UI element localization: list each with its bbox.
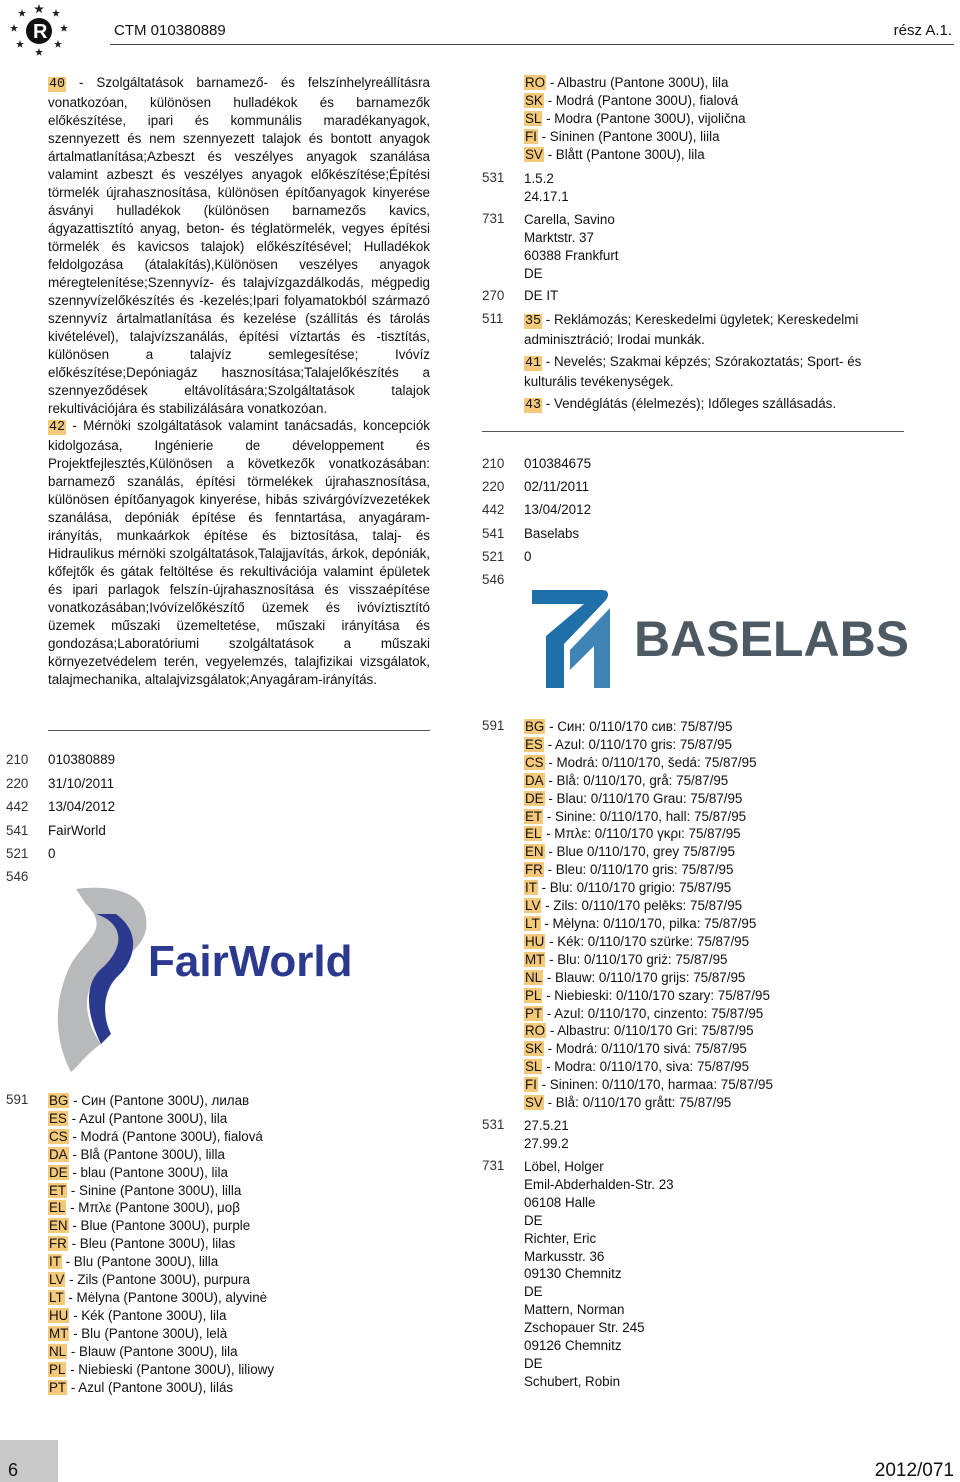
list-item [48,1182,274,1200]
baselabs-logo [524,584,944,696]
text-span: LV [49,1272,65,1288]
text-span: 41 [525,356,542,371]
text-span: - Niebieski (Pantone 300U), liliowy [66,1361,275,1377]
languages: DE IT [524,288,559,303]
text-span: EN [49,1218,68,1234]
text-span: - Blått (Pantone 300U), lila [543,146,705,162]
list-item [524,879,773,897]
field-value: 0 [48,846,56,861]
list-item [524,790,773,808]
class-code: 40 [49,77,66,92]
text-span: MT [525,951,545,967]
list-item [48,1379,274,1397]
list-item [524,1005,773,1023]
baselabs-wordmark: BASELABS [634,611,910,667]
text-span: LT [49,1289,64,1305]
text-span: Markusstr. 36 [524,1248,605,1264]
text-span: - Reklámozás; Kereskedelmi ügyletek; Kereskedelmi adminisztráció; Irodai munkák. [524,312,859,347]
text-span: BG [525,719,545,734]
text-span: - Blå (Pantone 300U), lilla [68,1146,225,1162]
text-span: - Blauw (Pantone 300U), lila [67,1343,238,1359]
list-item [524,128,746,146]
text-span: IT [525,880,537,896]
text-span: - Kék (Pantone 300U), lila [69,1307,227,1323]
field-code: 531 [482,1117,505,1132]
list-item [524,353,914,391]
list-item [524,754,773,772]
text-span: - Blue 0/110/170, grey 75/87/95 [544,844,735,860]
color-claims-list-2 [524,718,773,1112]
list-item [524,74,746,92]
list-item [48,1361,274,1379]
fairworld-logo [56,884,460,1074]
field-value: 010384675 [524,456,592,471]
list-item [48,1128,274,1146]
list-item [524,951,773,969]
list-item [524,861,773,879]
text-span: CS [49,1128,68,1144]
text-span: - Blå: 0/110/170, grå: 75/87/95 [544,772,729,788]
list-item [48,1325,274,1343]
field-value: 010380889 [48,752,116,767]
list-item [524,1058,773,1076]
class-code: 42 [49,420,66,435]
text-span: Zschopauer Str. 245 [524,1320,645,1336]
list-item [524,736,773,754]
list-item [524,808,773,826]
field-code: 442 [482,502,505,517]
text-span: IT [49,1254,61,1270]
list-item [524,987,773,1005]
text-span: NL [49,1343,67,1359]
fairworld-wordmark: FairWorld [148,937,353,986]
text-span: - Modrá: 0/110/170, šedá: 75/87/95 [544,754,757,770]
eu-flag-logo [6,2,72,60]
text-span: DE [49,1164,68,1180]
text-span: RO [525,75,546,90]
text-span: - Zils: 0/110/170 pelēks: 75/87/95 [541,898,743,914]
field-code: 591 [6,1092,29,1107]
text-span: - blau (Pantone 300U), lila [68,1164,228,1180]
text-span: 09130 Chemnitz [524,1266,622,1282]
field-code: 442 [6,799,29,814]
class-description: - Szolgáltatások barnamező- és felszínhelyreállításra vonatkozóan, különösen hulladékok és barnamezők előkészítése, ipari és kommunális maradékanyagok, szennyezett és nem szennyezett talajok és bontott anyagok ártalmatlanítása;Azbeszt és veszélyes anyagok szanálása valamint azbeszt és veszélyes anyagok előkészítése;Építési törmelék újrahasznosítása, különösen építőanyagok kinyerése ásványi hulladékok (különösen barnamezős kavics, ágyazattisztító anyag, beton- és téglatörmelék, vegyes építési törmelék és kavicsos talajok) előkészítésével; Hulladékok feldolgozása (átalakítás),Különösen veszélyes anyagok méregtelenítése;Szennyvíz- és talajvízgazdálkodás, mégpedig szennyvízelőkészítés és -kezelés;Ipari folyamatokból származó szennyvíz ártalmatlanítása és kezelése (szállítás és tárolás kivételével), talajvízszanálás, építési víztartás és -tisztítás, különösen a talajvíz semlegesítése; Ivóvíz előkészítése;Depóniagáz hasznosítása;Talajelőkészítés a szennyeződések eltávolítására;Szolgáltatások talajok rekultivációjára és stabilizálására vonatkozóan. [48,75,430,416]
text-span: - Albastru: 0/110/170 Gri: 75/87/95 [546,1023,754,1039]
text-span: NL [525,969,543,985]
list-item [524,897,773,915]
text-span: - Μπλε: 0/110/170 γκρι: 75/87/95 [542,826,741,842]
text-span: BG [49,1093,69,1108]
list-item [524,1040,773,1058]
text-span: FI [525,1077,537,1093]
list-item [524,933,773,951]
list-item [48,1307,274,1325]
text-span: - Modra (Pantone 300U), vijolična [542,110,746,126]
list-item [524,110,746,128]
field-code: 546 [482,572,505,587]
text-span: - Azul (Pantone 300U), lilás [67,1379,234,1395]
text-span: PL [525,987,542,1003]
text-span: HU [525,933,545,949]
text-span: - Blu (Pantone 300U), lelà [69,1325,228,1341]
text-span: - Mėlyna (Pantone 300U), alyvinė [64,1289,268,1305]
field-code: 521 [6,846,29,861]
owner-address [524,211,619,283]
list-item [48,1092,274,1110]
text-span: - Син: 0/110/170 сив: 75/87/95 [545,719,733,734]
text-span: Carella, Savino [524,212,615,227]
field-value: 0 [524,549,532,564]
section-label: rész A.1. [893,22,952,39]
vienna-classification [524,1117,569,1153]
text-span: DA [49,1146,68,1162]
text-span: - Albastru (Pantone 300U), lila [546,75,729,90]
record-divider [48,730,430,731]
list-item [524,311,914,349]
text-span: PL [49,1361,66,1377]
text-span: FR [49,1236,67,1252]
list-item [48,1343,274,1361]
text-span: - Nevelés; Szakmai képzés; Szórakoztatás; Sport- és kulturális tevékenységek. [524,354,862,389]
text-span: DA [525,772,544,788]
field-code: 541 [482,526,505,541]
text-span: - Azul: 0/110/170 gris: 75/87/95 [543,736,732,752]
list-item [524,825,773,843]
svg-text:R: R [33,21,48,43]
class-description: - Mérnöki szolgáltatások valamint tanácsadás, koncepciók kidolgozása, Ingénierie de développement és Projektfejlesztés,Különösen a következők vonatkozásában: barnamező szanálás, építési törmelékek újrahasznosítása, különösen építőanyagok kinyerése, hibás szivárgóvízvezetékek szanálása, depóniák építése és fenntartása, anyagáram-irányítás, munkaárkok építése és biztosítása, talaj- és Hidraulikus mérnöki szolgáltatások,Talajjavítás, árkok, depóniák, kőfejtők és gátak feltöltése és rekultivációja valamint épületek és ipari parlagok felszín-újrahasznosítása és visszaépítése vonatkozásában;Ivóvízelőkészítő üzemek és ivóvíztisztító üzemek műszaki üzemeltetése, műszaki irányítása és gondozása;Laboratóriumi szolgáltatások a műszaki környezetvédelem terén, vegyelemzés, talajfizikai vizsgálatok, talajmechanika, altalajvizsgálatok;Anyagáram-irányítás. [48,418,430,687]
text-span: - Sinine (Pantone 300U), lilla [67,1182,242,1198]
text-span: PT [525,1005,543,1021]
list-item [524,1076,773,1094]
list-item [48,1199,274,1217]
text-span: LT [525,915,540,931]
text-span: SL [525,1059,542,1075]
text-span: - Niebieski: 0/110/170 szary: 75/87/95 [542,987,770,1003]
text-span: 24.17.1 [524,188,569,204]
text-span: - Μπλε (Pantone 300U), μοβ [66,1200,240,1216]
text-span: 43 [525,398,542,413]
field-code: 731 [482,1158,505,1173]
text-span: Richter, Eric [524,1230,597,1246]
text-span: SV [525,1095,543,1111]
text-span: Mattern, Norman [524,1302,625,1318]
field-code: 521 [482,549,505,564]
text-span: SK [525,1041,543,1057]
list-item [48,1146,274,1164]
page-number: 6 [8,1460,19,1480]
text-span: SL [525,110,542,126]
field-code: 591 [482,718,505,733]
text-span: ET [525,808,543,824]
class-42-paragraph [48,417,430,689]
text-span: CS [525,754,544,770]
text-span: ES [525,736,543,752]
text-span: HU [49,1307,69,1323]
text-span: 27.5.21 [524,1118,569,1133]
text-span: EN [525,844,544,860]
field-value: 13/04/2012 [524,502,592,517]
text-span: 27.99.2 [524,1135,569,1151]
text-span: 1.5.2 [524,171,554,186]
text-span: - Mėlyna: 0/110/170, pilka: 75/87/95 [540,915,757,931]
text-span: MT [49,1325,69,1341]
list-item [48,1164,274,1182]
record-divider [482,431,904,432]
text-span: - Modrá: 0/110/170 sivá: 75/87/95 [543,1041,747,1057]
text-span: - Azul (Pantone 300U), lila [67,1110,228,1126]
text-span: DE [524,265,543,281]
field-code: 210 [6,752,29,767]
field-code: 546 [6,869,29,884]
text-span: Löbel, Holger [524,1159,604,1174]
field-value: 02/11/2011 [524,479,590,494]
text-span: - Sininen (Pantone 300U), liila [537,128,720,144]
text-span: - Modra: 0/110/170, siva: 75/87/95 [542,1059,750,1075]
text-span: DE [525,790,544,806]
field-value: Baselabs [524,526,580,541]
text-span: - Zils (Pantone 300U), purpura [65,1272,250,1288]
field-code: 220 [6,776,29,791]
list-item [48,1235,274,1253]
text-span: DE [524,1212,543,1228]
text-span: 09126 Chemnitz [524,1338,622,1354]
text-span: - Blauw: 0/110/170 grijs: 75/87/95 [543,969,746,985]
text-span: DE [524,1284,543,1300]
list-item [48,1253,274,1271]
text-span: - Blå: 0/110/170 grått: 75/87/95 [543,1095,732,1111]
field-code: 270 [482,288,505,303]
text-span: FR [525,862,543,878]
field-code: 731 [482,211,505,226]
text-span: PT [49,1379,67,1395]
text-span: LV [525,898,541,914]
text-span: - Blue (Pantone 300U), purple [68,1218,251,1234]
text-span: ET [49,1182,67,1198]
text-span: Emil-Abderhalden-Str. 23 [524,1176,674,1192]
text-span: - Bleu (Pantone 300U), lilas [67,1236,236,1252]
field-code: 210 [482,456,505,471]
field-code: 220 [482,479,505,494]
text-span: - Azul: 0/110/170, cinzento: 75/87/95 [543,1005,764,1021]
document-id: CTM 010380889 [114,22,226,39]
text-span: Marktstr. 37 [524,229,594,245]
text-span: - Sininen: 0/110/170, harmaa: 75/87/95 [537,1077,773,1093]
text-span: FI [525,128,537,144]
text-span: - Blu: 0/110/170 grigio: 75/87/95 [537,880,732,896]
list-item [524,915,773,933]
field-code: 541 [6,823,29,838]
text-span: - Blu (Pantone 300U), lilla [61,1254,219,1270]
vienna-classification [524,170,569,206]
field-value: 13/04/2012 [48,799,116,814]
text-span: EL [525,826,542,842]
list-item [524,146,746,164]
color-claims-list [48,1092,274,1396]
list-item [524,843,773,861]
text-span: RO [525,1023,546,1039]
text-span: DE [524,1355,543,1371]
text-span: - Sinine: 0/110/170, hall: 75/87/95 [543,808,747,824]
text-span: - Blu: 0/110/170 griż: 75/87/95 [545,951,728,967]
list-item [524,395,914,415]
text-span: - Син (Pantone 300U), лилав [69,1093,250,1108]
text-span: SK [525,92,543,108]
field-code: 531 [482,170,505,185]
text-span: 06108 Halle [524,1194,596,1210]
text-span: SV [525,146,543,162]
field-value: FairWorld [48,823,106,838]
text-span: - Blau: 0/110/170 Grau: 75/87/95 [544,790,743,806]
list-item [48,1217,274,1235]
list-item [524,92,746,110]
list-item [524,1022,773,1040]
text-span: Schubert, Robin [524,1373,621,1389]
text-span: 60388 Frankfurt [524,247,619,263]
list-item [48,1271,274,1289]
header-divider [110,44,954,45]
field-code: 511 [482,311,504,326]
color-claims-continued [524,74,746,164]
list-item [524,718,773,736]
text-span: - Modrá (Pantone 300U), fialová [543,92,739,108]
text-span: - Vendéglátás (élelmezés); Időleges szállásadás. [542,396,837,411]
owner-addresses [524,1158,674,1391]
list-item [524,772,773,790]
text-span: - Bleu: 0/110/170 gris: 75/87/95 [543,862,734,878]
text-span: ES [49,1110,67,1126]
text-span: - Kék: 0/110/170 szürke: 75/87/95 [545,933,750,949]
goods-services-list [524,311,914,415]
text-span: 35 [525,314,542,329]
text-span: EL [49,1200,66,1216]
list-item [524,1094,773,1112]
field-value: 31/10/2011 [48,776,115,791]
list-item [48,1289,274,1307]
text-span: - Modrá (Pantone 300U), fialová [68,1128,263,1144]
list-item [524,969,773,987]
list-item [48,1110,274,1128]
class-40-paragraph [48,74,430,418]
issue-number: 2012/071 [874,1460,954,1481]
